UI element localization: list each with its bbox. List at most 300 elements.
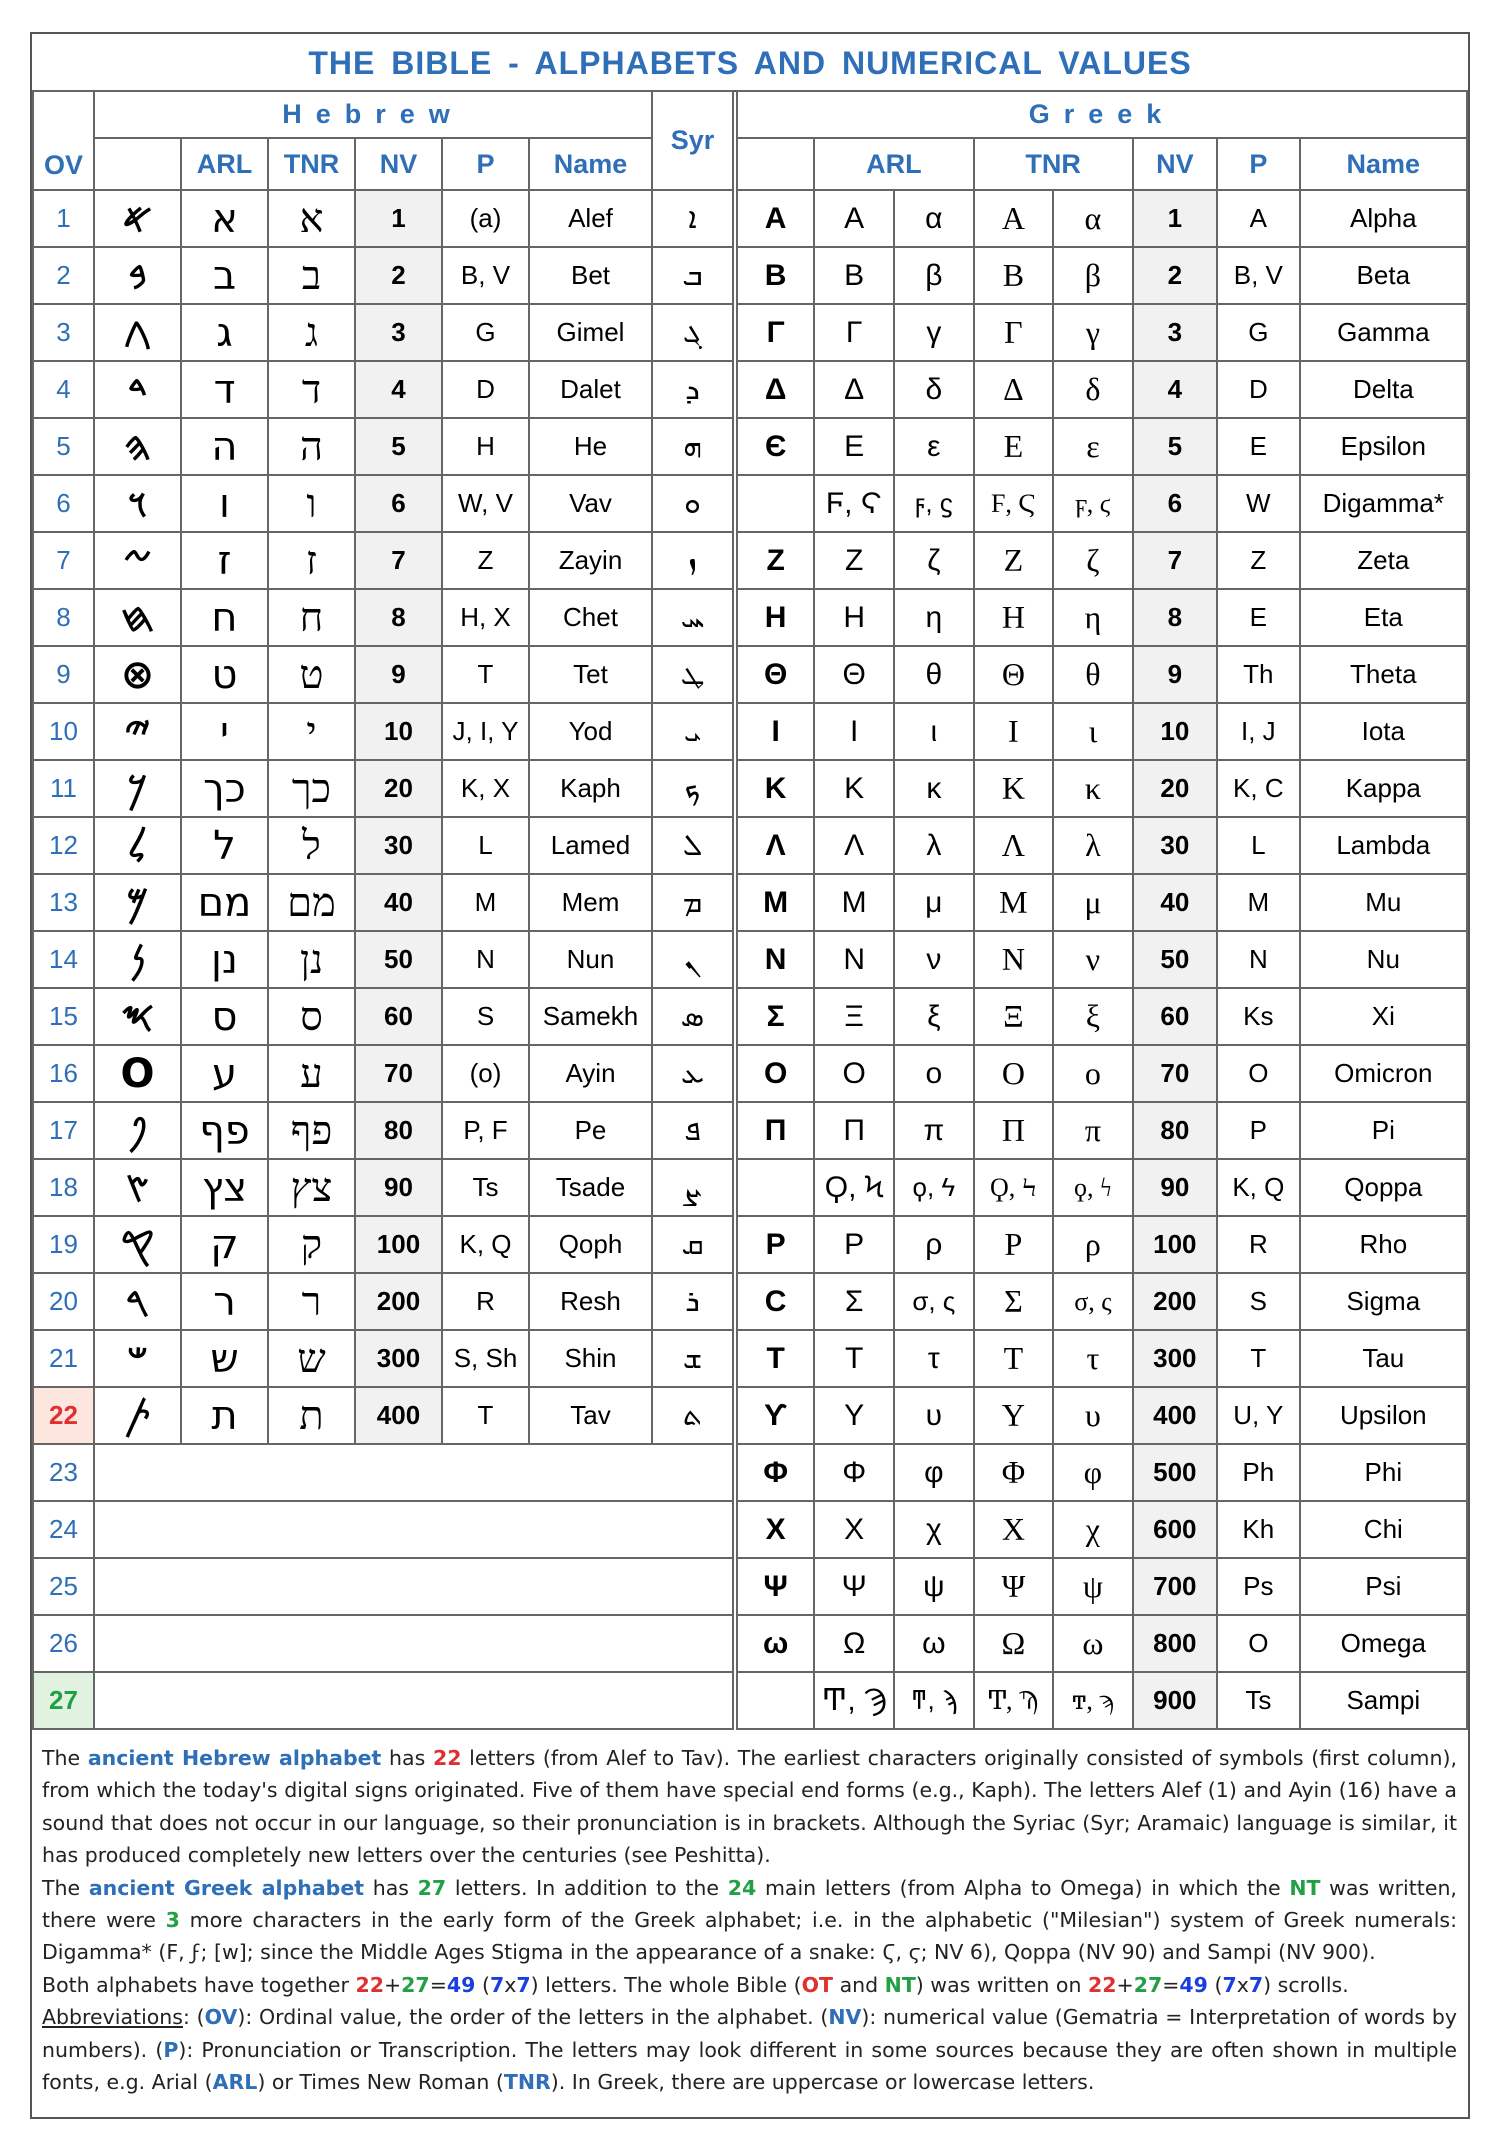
ancient-hebrew-letter: 𐤇 — [94, 589, 181, 646]
letter-name: Qoph — [529, 1216, 652, 1273]
greek-times-upper: Θ — [974, 646, 1054, 703]
hebrew-times-letter: י — [268, 703, 355, 760]
greek-times-upper: Β — [974, 247, 1054, 304]
hebrew-times-letter: ע — [268, 1045, 355, 1102]
greek-arial-lower: ϝ, ϛ — [894, 475, 974, 532]
ancient-greek-letter: Γ — [737, 304, 814, 361]
letter-name: Vav — [529, 475, 652, 532]
ordinal-value: 25 — [33, 1558, 94, 1615]
greek-arial-upper: Ξ — [814, 988, 894, 1045]
ordinal-value: 13 — [33, 874, 94, 931]
hebrew-times-letter: ר — [268, 1273, 355, 1330]
letter-name: Nu — [1300, 931, 1467, 988]
letter-name: Digamma* — [1300, 475, 1467, 532]
numerical-value: 40 — [1133, 874, 1217, 931]
letter-name: Psi — [1300, 1558, 1467, 1615]
ancient-hebrew-letter: 𐤁 — [94, 247, 181, 304]
note-segment: 3 — [165, 1908, 180, 1933]
ordinal-value: 1 — [33, 190, 94, 247]
letter-name: Tau — [1300, 1330, 1467, 1387]
hebrew-row — [33, 190, 733, 247]
pronunciation: Ts — [1217, 1672, 1300, 1729]
greek-times-lower: μ — [1053, 874, 1132, 931]
pronunciation: W, V — [442, 475, 529, 532]
greek-times-lower: γ — [1053, 304, 1132, 361]
greek-times-lower: λ — [1053, 817, 1132, 874]
syriac-letter: ܓ — [652, 304, 733, 361]
greek-row — [737, 1672, 1467, 1729]
greek-times-lower: σ, ς — [1053, 1273, 1132, 1330]
pronunciation: R — [442, 1273, 529, 1330]
letter-name: Upsilon — [1300, 1387, 1467, 1444]
note-segment: NT — [1289, 1875, 1321, 1900]
numerical-value: 3 — [355, 304, 442, 361]
pronunciation: Ph — [1217, 1444, 1300, 1501]
numerical-value: 8 — [1133, 589, 1217, 646]
note-segment: ) or Times New Roman ( — [257, 2070, 504, 2095]
pronunciation: P — [1217, 1102, 1300, 1159]
hebrew-times-letter: ב — [268, 247, 355, 304]
hebrew-times-letter: ג — [268, 304, 355, 361]
syriac-letter: ܙ — [652, 532, 733, 589]
greek-times-lower: ψ — [1053, 1558, 1132, 1615]
letter-name: Mem — [529, 874, 652, 931]
ancient-hebrew-letter: 𐤒 — [94, 1216, 181, 1273]
letter-name: Chi — [1300, 1501, 1467, 1558]
numerical-value: 90 — [1133, 1159, 1217, 1216]
hebrew-row — [33, 1330, 733, 1387]
ancient-greek-letter: ϒ — [737, 1387, 814, 1444]
hebrew-row — [33, 361, 733, 418]
greek-row — [737, 760, 1467, 817]
greek-times-lower: ϝ, ϛ — [1053, 475, 1132, 532]
hebrew-row — [33, 988, 733, 1045]
ancient-greek-letter: Δ — [737, 361, 814, 418]
greek-arial-upper: Ο — [814, 1045, 894, 1102]
header-greek: Greek — [737, 91, 1467, 138]
numerical-value: 1 — [1133, 190, 1217, 247]
numerical-value: 600 — [1133, 1501, 1217, 1558]
ordinal-value: 24 — [33, 1501, 94, 1558]
greek-arial-lower: β — [894, 247, 974, 304]
letter-name: Lamed — [529, 817, 652, 874]
greek-arial-lower: ϙ, ϟ — [894, 1159, 974, 1216]
letter-name: He — [529, 418, 652, 475]
greek-arial-upper: Ρ — [814, 1216, 894, 1273]
greek-arial-upper: Λ — [814, 817, 894, 874]
hebrew-times-letter: נן — [268, 931, 355, 988]
numerical-value: 7 — [1133, 532, 1217, 589]
pronunciation: W — [1217, 475, 1300, 532]
ancient-hebrew-letter: 𐤂 — [94, 304, 181, 361]
greek-times-upper: Ϙ, Ϟ — [974, 1159, 1054, 1216]
hebrew-arial-letter: ו — [181, 475, 268, 532]
greek-row — [737, 1216, 1467, 1273]
numerical-value: 90 — [355, 1159, 442, 1216]
greek-times-lower: τ — [1053, 1330, 1132, 1387]
greek-times-lower: ν — [1053, 931, 1132, 988]
greek-arial-lower: κ — [894, 760, 974, 817]
letter-name: Iota — [1300, 703, 1467, 760]
numerical-value: 400 — [1133, 1387, 1217, 1444]
greek-arial-lower: ε — [894, 418, 974, 475]
note-segment: has — [381, 1746, 433, 1770]
numerical-value: 30 — [355, 817, 442, 874]
hebrew-times-letter: ת — [268, 1387, 355, 1444]
letter-name: Sigma — [1300, 1273, 1467, 1330]
numerical-value: 800 — [1133, 1615, 1217, 1672]
letter-name: Resh — [529, 1273, 652, 1330]
greek-arial-upper: Δ — [814, 361, 894, 418]
pronunciation: Z — [442, 532, 529, 589]
greek-row — [737, 1558, 1467, 1615]
greek-row — [737, 988, 1467, 1045]
pronunciation: L — [442, 817, 529, 874]
note-segment: ): numerical value (Gematria = Interpretation of words by numbers). ( — [42, 2005, 1457, 2062]
greek-times-upper: Ι — [974, 703, 1054, 760]
numerical-value: 60 — [355, 988, 442, 1045]
note-segment: 27 — [401, 1972, 430, 1997]
greek-times-lower: π — [1053, 1102, 1132, 1159]
greek-times-upper: Ξ — [974, 988, 1054, 1045]
syriac-letter: ܬ — [652, 1387, 733, 1444]
note-segment: = — [429, 1972, 447, 1997]
syriac-letter: ܚ — [652, 589, 733, 646]
numerical-value: 70 — [355, 1045, 442, 1102]
pronunciation: I, J — [1217, 703, 1300, 760]
ancient-hebrew-letter: 𐤋 — [94, 817, 181, 874]
greek-row — [737, 1444, 1467, 1501]
greek-arial-upper: Ν — [814, 931, 894, 988]
header-greek-arl: ARL — [814, 138, 973, 190]
ancient-greek-letter: Ν — [737, 931, 814, 988]
note-segment: ancient Hebrew alphabet — [87, 1746, 382, 1770]
letter-name: Phi — [1300, 1444, 1467, 1501]
letter-name: Nun — [529, 931, 652, 988]
hebrew-times-letter: ש — [268, 1330, 355, 1387]
greek-times-lower: ω — [1053, 1615, 1132, 1672]
hebrew-arial-letter: ז — [181, 532, 268, 589]
numerical-value: 80 — [355, 1102, 442, 1159]
letter-name: Beta — [1300, 247, 1467, 304]
greek-arial-lower: ω — [894, 1615, 974, 1672]
ancient-hebrew-letter: ⊗ — [94, 646, 181, 703]
hebrew-times-letter: ק — [268, 1216, 355, 1273]
greek-arial-lower: τ — [894, 1330, 974, 1387]
greek-row — [737, 1102, 1467, 1159]
pronunciation: P, F — [442, 1102, 529, 1159]
ancient-greek-letter: Σ — [737, 988, 814, 1045]
note-segment: 27 — [417, 1875, 447, 1900]
greek-times-upper: Α — [974, 190, 1054, 247]
ancient-hebrew-letter: 𐤀 — [94, 190, 181, 247]
ordinal-value: 27 — [33, 1672, 94, 1729]
ancient-greek-letter: Ο — [737, 1045, 814, 1102]
hebrew-arial-letter: ס — [181, 988, 268, 1045]
ordinal-value: 18 — [33, 1159, 94, 1216]
pronunciation: D — [1217, 361, 1300, 418]
letter-name: Zayin — [529, 532, 652, 589]
numerical-value: 2 — [355, 247, 442, 304]
greek-row — [737, 646, 1467, 703]
note-segment: ): Ordinal value, the order of the letters in the alphabet. ( — [237, 2005, 829, 2030]
ordinal-value: 5 — [33, 418, 94, 475]
syriac-letter: ܕ — [652, 361, 733, 418]
hebrew-row — [33, 1216, 733, 1273]
greek-arial-upper: Ϝ, Ϛ — [814, 475, 894, 532]
numerical-value: 20 — [1133, 760, 1217, 817]
greek-arial-lower: σ, ς — [894, 1273, 974, 1330]
greek-times-lower: ͳ, ϡ — [1053, 1672, 1132, 1729]
greek-arial-upper: Σ — [814, 1273, 894, 1330]
greek-arial-upper: Τ — [814, 1330, 894, 1387]
header-hebrew: Hebrew — [94, 91, 652, 138]
ancient-greek-letter: Ρ — [737, 1216, 814, 1273]
ordinal-value: 11 — [33, 760, 94, 817]
greek-arial-lower: χ — [894, 1501, 974, 1558]
letter-name: Bet — [529, 247, 652, 304]
ordinal-value: 22 — [33, 1387, 94, 1444]
hebrew-row — [33, 1045, 733, 1102]
note-segment: : ( — [182, 2005, 205, 2030]
letter-name: Samekh — [529, 988, 652, 1045]
pronunciation: Ks — [1217, 988, 1300, 1045]
hebrew-row — [33, 1387, 733, 1444]
greek-row — [737, 1387, 1467, 1444]
hebrew-times-letter: א — [268, 190, 355, 247]
numerical-value: 400 — [355, 1387, 442, 1444]
greek-arial-upper: Ͳ, Ϡ — [814, 1672, 894, 1729]
letter-name: Rho — [1300, 1216, 1467, 1273]
note-segment: P — [163, 2037, 179, 2062]
numerical-value: 1 — [355, 190, 442, 247]
header-arl: ARL — [181, 138, 268, 190]
ancient-hebrew-letter: 𐤓 — [94, 1273, 181, 1330]
pronunciation: T — [1217, 1330, 1300, 1387]
note-segment: 27 — [1133, 1972, 1163, 1997]
greek-row — [737, 418, 1467, 475]
pronunciation: A — [1217, 190, 1300, 247]
hebrew-row — [33, 1501, 733, 1558]
note-segment: Both alphabets have together — [42, 1972, 356, 1997]
ancient-greek-letter: Ϲ — [737, 1273, 814, 1330]
greek-times-upper: Ο — [974, 1045, 1054, 1102]
empty-cell — [94, 1672, 733, 1729]
letter-name: Tet — [529, 646, 652, 703]
numerical-value: 4 — [355, 361, 442, 418]
greek-arial-upper: Κ — [814, 760, 894, 817]
note-segment: 49 — [446, 1972, 476, 1997]
note-segment: x — [504, 1972, 517, 1997]
greek-arial-lower: ξ — [894, 988, 974, 1045]
chart-frame — [30, 32, 1470, 2119]
numerical-value: 10 — [355, 703, 442, 760]
numerical-value: 4 — [1133, 361, 1217, 418]
note-segment: OV — [204, 2005, 238, 2030]
numerical-value: 50 — [1133, 931, 1217, 988]
letter-name: Pi — [1300, 1102, 1467, 1159]
greek-row — [737, 589, 1467, 646]
letter-name: Zeta — [1300, 532, 1467, 589]
hebrew-arial-letter: ת — [181, 1387, 268, 1444]
ancient-greek-letter — [737, 1672, 814, 1729]
greek-times-upper: Τ — [974, 1330, 1054, 1387]
hebrew-row — [33, 1102, 733, 1159]
pronunciation: S, Sh — [442, 1330, 529, 1387]
hebrew-arial-letter: ד — [181, 361, 268, 418]
hebrew-row — [33, 874, 733, 931]
syriac-letter: ܣ — [652, 988, 733, 1045]
hebrew-arial-letter: פף — [181, 1102, 268, 1159]
header-tnr: TNR — [268, 138, 355, 190]
syriac-letter: ܩ — [652, 1216, 733, 1273]
hebrew-arial-letter: י — [181, 703, 268, 760]
greek-arial-upper: Φ — [814, 1444, 894, 1501]
pronunciation: U, Y — [1217, 1387, 1300, 1444]
letter-name: Omicron — [1300, 1045, 1467, 1102]
greek-arial-upper: Η — [814, 589, 894, 646]
hebrew-times-letter: פף — [268, 1102, 355, 1159]
numerical-value: 2 — [1133, 247, 1217, 304]
syriac-letter: ܐ — [652, 190, 733, 247]
note-segment: x — [1236, 1972, 1249, 1997]
greek-arial-upper: Ϙ, Ϟ — [814, 1159, 894, 1216]
hebrew-row — [33, 247, 733, 304]
pronunciation: M — [442, 874, 529, 931]
note-segment: more characters in the early form of the Greek alphabet; i.e. in the alphabetic ("Milesian") system of Greek numerals: Digamma* (Ϝ, ϝ; [w]; since the Middle Ages Stigma in the appearance of a snake: Ϛ, ϛ; NV 6), Qoppa (NV 90) and Sampi (NV 900). — [42, 1908, 1457, 1965]
hebrew-table — [32, 90, 734, 1730]
greek-times-lower: ο — [1053, 1045, 1132, 1102]
pronunciation: Z — [1217, 532, 1300, 589]
hebrew-times-letter: ו — [268, 475, 355, 532]
ancient-greek-letter: Ζ — [737, 532, 814, 589]
numerical-value: 20 — [355, 760, 442, 817]
greek-times-upper: Χ — [974, 1501, 1054, 1558]
hebrew-arial-letter: מם — [181, 874, 268, 931]
numerical-value: 5 — [355, 418, 442, 475]
note-segment: and — [833, 1972, 885, 1997]
ancient-hebrew-letter: 𐤍 — [94, 931, 181, 988]
hebrew-row — [33, 589, 733, 646]
hebrew-arial-letter: א — [181, 190, 268, 247]
hebrew-arial-letter: נן — [181, 931, 268, 988]
greek-times-upper: Π — [974, 1102, 1054, 1159]
pronunciation: Th — [1217, 646, 1300, 703]
hebrew-row — [33, 1444, 733, 1501]
ancient-greek-letter: Β — [737, 247, 814, 304]
hebrew-row — [33, 1273, 733, 1330]
hebrew-arial-letter: ע — [181, 1045, 268, 1102]
pronunciation: S — [442, 988, 529, 1045]
greek-times-upper: Ͳ, Ϡ — [974, 1672, 1054, 1729]
pronunciation: E — [1217, 589, 1300, 646]
hebrew-row — [33, 418, 733, 475]
syriac-letter: ܗ — [652, 418, 733, 475]
greek-times-upper: Ρ — [974, 1216, 1054, 1273]
syriac-letter: ܡ — [652, 874, 733, 931]
ordinal-value: 6 — [33, 475, 94, 532]
numerical-value: 6 — [355, 475, 442, 532]
ordinal-value: 8 — [33, 589, 94, 646]
hebrew-row — [33, 1558, 733, 1615]
greek-row — [737, 1159, 1467, 1216]
hebrew-arial-letter: ה — [181, 418, 268, 475]
ordinal-value: 2 — [33, 247, 94, 304]
greek-times-lower: κ — [1053, 760, 1132, 817]
ordinal-value: 17 — [33, 1102, 94, 1159]
numerical-value: 60 — [1133, 988, 1217, 1045]
header-greek-nv: NV — [1133, 138, 1217, 190]
greek-times-lower: ι — [1053, 703, 1132, 760]
greek-arial-lower: φ — [894, 1444, 974, 1501]
greek-arial-lower: ζ — [894, 532, 974, 589]
greek-times-upper: Λ — [974, 817, 1054, 874]
letter-name: Alef — [529, 190, 652, 247]
ordinal-value: 4 — [33, 361, 94, 418]
pronunciation: L — [1217, 817, 1300, 874]
greek-arial-upper: Ψ — [814, 1558, 894, 1615]
letter-name: Shin — [529, 1330, 652, 1387]
hebrew-row — [33, 1615, 733, 1672]
numerical-value: 100 — [355, 1216, 442, 1273]
pronunciation: N — [442, 931, 529, 988]
greek-times-lower: ϙ, ϟ — [1053, 1159, 1132, 1216]
syriac-letter: ܟ — [652, 760, 733, 817]
notes-greek — [42, 1872, 1457, 1969]
ancient-greek-letter: Η — [737, 589, 814, 646]
hebrew-arial-letter: צץ — [181, 1159, 268, 1216]
hebrew-row — [33, 931, 733, 988]
greek-arial-upper: Μ — [814, 874, 894, 931]
note-segment: ) was written on — [915, 1972, 1088, 1997]
greek-arial-lower: π — [894, 1102, 974, 1159]
greek-times-lower: α — [1053, 190, 1132, 247]
numerical-value: 6 — [1133, 475, 1217, 532]
pronunciation: G — [442, 304, 529, 361]
note-segment: = — [1162, 1972, 1180, 1997]
greek-arial-lower: α — [894, 190, 974, 247]
numerical-value: 8 — [355, 589, 442, 646]
note-segment: ). In Greek, there are uppercase or lowercase letters. — [550, 2070, 1095, 2095]
greek-row — [737, 304, 1467, 361]
greek-times-upper: Ϝ, Ϛ — [974, 475, 1054, 532]
greek-arial-upper: Γ — [814, 304, 894, 361]
empty-cell — [94, 1615, 733, 1672]
greek-arial-upper: Β — [814, 247, 894, 304]
notes-section — [42, 1742, 1457, 2098]
greek-times-upper: Φ — [974, 1444, 1054, 1501]
hebrew-row — [33, 817, 733, 874]
note-segment: NT — [884, 1972, 916, 1997]
ordinal-value: 16 — [33, 1045, 94, 1102]
greek-row — [737, 1501, 1467, 1558]
ordinal-value: 19 — [33, 1216, 94, 1273]
greek-row — [737, 1273, 1467, 1330]
note-segment: + — [383, 1972, 402, 1997]
numerical-value: 7 — [355, 532, 442, 589]
pronunciation: (a) — [442, 190, 529, 247]
greek-times-upper: Ω — [974, 1615, 1054, 1672]
numerical-value: 5 — [1133, 418, 1217, 475]
greek-times-upper: Ζ — [974, 532, 1054, 589]
syriac-letter: ܫ — [652, 1330, 733, 1387]
empty-cell — [94, 1558, 733, 1615]
greek-times-lower: ξ — [1053, 988, 1132, 1045]
ancient-greek-letter: ω — [737, 1615, 814, 1672]
letter-name: Sampi — [1300, 1672, 1467, 1729]
numerical-value: 80 — [1133, 1102, 1217, 1159]
ordinal-value: 23 — [33, 1444, 94, 1501]
